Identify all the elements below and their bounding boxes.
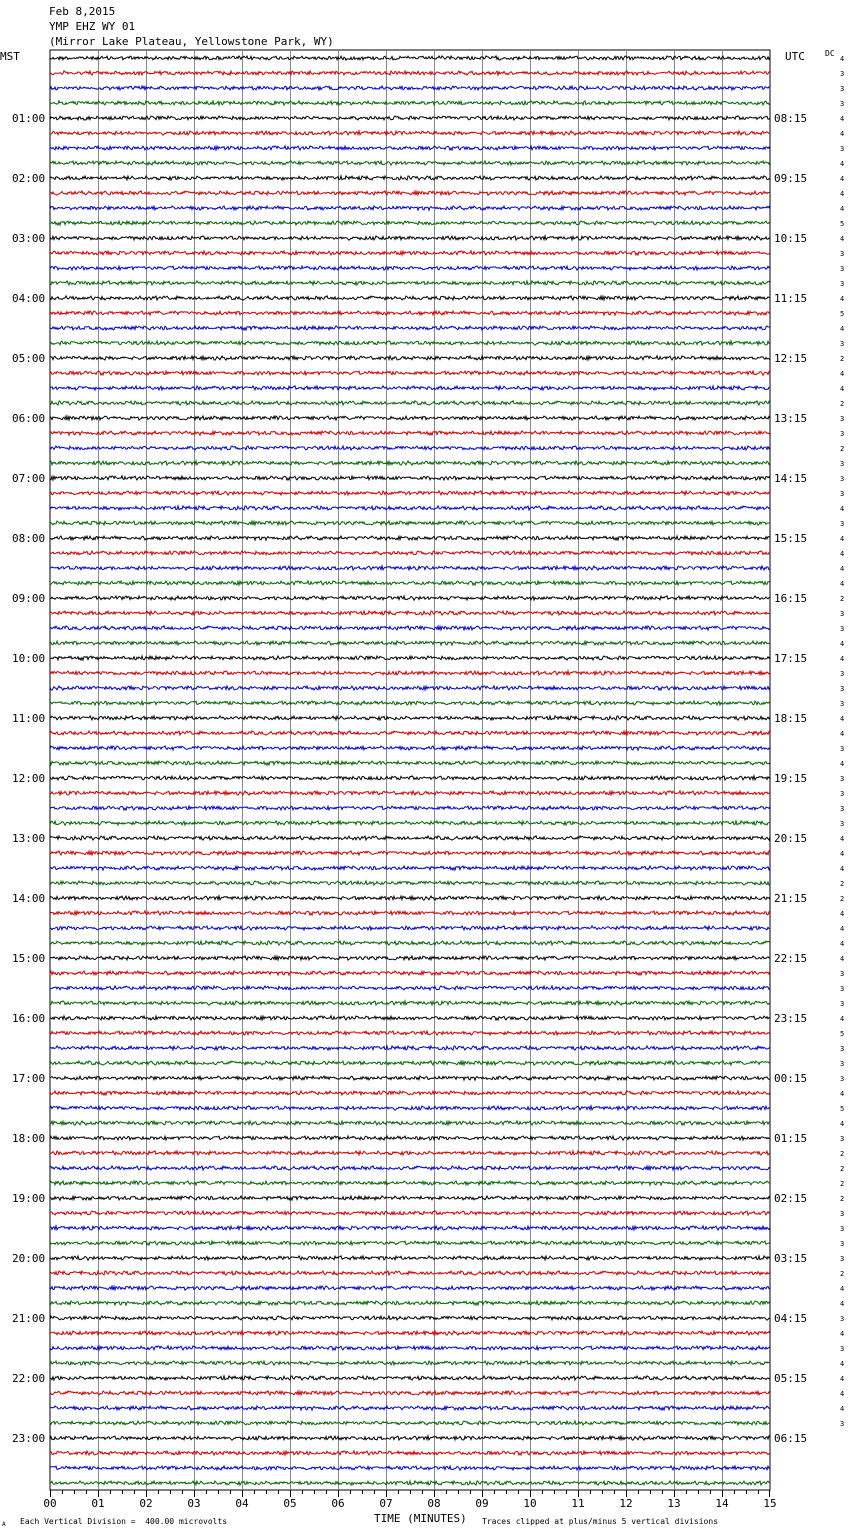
dc-offset-label: 3 — [840, 1240, 845, 1248]
dc-offset-label: 4 — [840, 580, 845, 588]
dc-offset-label: 4 — [840, 865, 845, 873]
utc-hour-label: 18:15 — [774, 712, 808, 725]
trace-row — [50, 296, 770, 300]
dc-offset-label: 2 — [840, 880, 845, 888]
mst-hour-label: 05:00 — [12, 352, 46, 365]
dc-offset-label: 4 — [840, 505, 845, 513]
utc-hour-label: 12:15 — [774, 352, 808, 365]
left-timezone-label: MST — [0, 50, 20, 63]
plot-frame — [50, 50, 770, 1490]
dc-offset-label: 3 — [840, 1255, 845, 1263]
trace-row — [50, 686, 770, 690]
dc-offset-label: 4 — [840, 850, 845, 858]
dc-offset-label: 2 — [840, 895, 845, 903]
trace-row — [50, 221, 770, 225]
trace-row — [50, 1091, 770, 1095]
trace-row — [50, 926, 770, 930]
x-tick-label: 00 — [43, 1497, 57, 1510]
dc-offset-label: 5 — [840, 1105, 845, 1113]
trace-row — [50, 971, 770, 975]
dc-offset-label: 3 — [840, 490, 845, 498]
mst-hour-label: 07:00 — [12, 472, 46, 485]
trace-row — [50, 866, 770, 870]
utc-hour-label: 21:15 — [774, 892, 808, 905]
trace-row — [50, 731, 770, 735]
trace-row — [50, 491, 770, 495]
dc-offset-label: 4 — [840, 715, 845, 723]
dc-offset-label: 3 — [840, 1225, 845, 1233]
dc-offset-label: 3 — [840, 805, 845, 813]
trace-row — [50, 341, 770, 345]
trace-row — [50, 1211, 770, 1215]
trace-row — [50, 836, 770, 840]
x-tick-label: 03 — [187, 1497, 201, 1510]
trace-row — [50, 1481, 770, 1485]
clip-note: Traces clipped at plus/minus 5 vertical divisions — [482, 1517, 719, 1526]
dc-offset-label: 4 — [840, 550, 845, 558]
dc-offset-label: 3 — [840, 250, 845, 258]
trace-row — [50, 1166, 770, 1170]
mst-hour-label: 21:00 — [12, 1312, 46, 1325]
utc-hour-label: 03:15 — [774, 1252, 808, 1265]
dc-offset-label: 2 — [840, 1165, 845, 1173]
utc-hour-label: 11:15 — [774, 292, 808, 305]
mst-hour-label: 20:00 — [12, 1252, 46, 1265]
dc-offset-label: 4 — [840, 1330, 845, 1338]
dc-offset-label: 3 — [840, 340, 845, 348]
trace-row — [50, 146, 770, 150]
utc-hour-label: 19:15 — [774, 772, 808, 785]
dc-offset-label: 3 — [840, 520, 845, 528]
mst-hour-label: 08:00 — [12, 532, 46, 545]
dc-offset-label: 3 — [840, 685, 845, 693]
trace-row — [50, 1406, 770, 1410]
trace-row — [50, 1436, 770, 1440]
utc-hour-label: 09:15 — [774, 172, 808, 185]
x-tick-label: 08 — [427, 1497, 441, 1510]
mst-hour-label: 12:00 — [12, 772, 46, 785]
trace-row — [50, 1106, 770, 1110]
dc-offset-label: 3 — [840, 1060, 845, 1068]
mst-hour-label: 10:00 — [12, 652, 46, 665]
trace-row — [50, 461, 770, 465]
mst-hour-label: 09:00 — [12, 592, 46, 605]
dc-offset-label: 3 — [840, 970, 845, 978]
dc-offset-label: 2 — [840, 400, 845, 408]
dc-offset-label: 5 — [840, 220, 845, 228]
trace-row — [50, 386, 770, 390]
dc-offset-label: 3 — [840, 670, 845, 678]
mst-hour-label: 23:00 — [12, 1432, 46, 1445]
trace-row — [50, 521, 770, 525]
trace-row — [50, 1046, 770, 1050]
trace-row — [50, 506, 770, 510]
x-tick-label: 02 — [139, 1497, 153, 1510]
trace-row — [50, 1226, 770, 1230]
utc-hour-label: 00:15 — [774, 1072, 808, 1085]
dc-offset-label: 4 — [840, 130, 845, 138]
utc-hour-label: 08:15 — [774, 112, 808, 125]
trace-row — [50, 761, 770, 765]
trace-row — [50, 1391, 770, 1395]
trace-row — [50, 611, 770, 615]
mst-hour-label: 19:00 — [12, 1192, 46, 1205]
trace-row — [50, 701, 770, 705]
x-tick-label: 01 — [91, 1497, 105, 1510]
trace-row — [50, 1466, 770, 1470]
trace-row — [50, 416, 770, 420]
mst-hour-label: 13:00 — [12, 832, 46, 845]
trace-row — [50, 1346, 770, 1350]
trace-row — [50, 1376, 770, 1380]
dc-offset-label: 4 — [840, 535, 845, 543]
dc-offset-label: 4 — [840, 115, 845, 123]
trace-row — [50, 821, 770, 825]
trace-row — [50, 281, 770, 285]
trace-row — [50, 326, 770, 330]
trace-row — [50, 206, 770, 210]
dc-offset-label: 3 — [840, 1420, 845, 1428]
dc-offset-label: 2 — [840, 1180, 845, 1188]
dc-offset-label: 4 — [840, 160, 845, 168]
dc-offset-label: 3 — [840, 1075, 845, 1083]
utc-hour-label: 05:15 — [774, 1372, 808, 1385]
utc-hour-label: 22:15 — [774, 952, 808, 965]
trace-row — [50, 536, 770, 540]
trace-row — [50, 656, 770, 660]
mst-hour-label: 14:00 — [12, 892, 46, 905]
x-tick-label: 14 — [715, 1497, 729, 1510]
trace-row — [50, 1331, 770, 1335]
dc-offset-label: 3 — [840, 790, 845, 798]
trace-row — [50, 236, 770, 240]
trace-row — [50, 251, 770, 255]
utc-hour-label: 14:15 — [774, 472, 808, 485]
dc-offset-label: 4 — [840, 1090, 845, 1098]
x-tick-label: 11 — [571, 1497, 585, 1510]
dc-offset-label: 4 — [840, 1405, 845, 1413]
utc-hour-label: 20:15 — [774, 832, 808, 845]
trace-row — [50, 1451, 770, 1455]
utc-hour-label: 17:15 — [774, 652, 808, 665]
trace-row — [50, 1001, 770, 1005]
dc-offset-label: 3 — [840, 745, 845, 753]
mst-hour-label: 16:00 — [12, 1012, 46, 1025]
mst-hour-label: 18:00 — [12, 1132, 46, 1145]
dc-offset-label: 5 — [840, 1030, 845, 1038]
trace-row — [50, 1181, 770, 1185]
trace-row — [50, 1301, 770, 1305]
trace-row — [50, 56, 770, 60]
dc-offset-label: 3 — [840, 280, 845, 288]
trace-row — [50, 266, 770, 270]
utc-hour-label: 13:15 — [774, 412, 808, 425]
utc-hour-label: 16:15 — [774, 592, 808, 605]
mst-hour-label: 11:00 — [12, 712, 46, 725]
dc-offset-label: 2 — [840, 1270, 845, 1278]
dc-offset-label: 4 — [840, 1360, 845, 1368]
dc-offset-label: 3 — [840, 820, 845, 828]
trace-row — [50, 1016, 770, 1020]
dc-offset-label: 3 — [840, 1045, 845, 1053]
x-tick-label: 13 — [667, 1497, 681, 1510]
dc-offset-label: 3 — [840, 1345, 845, 1353]
x-tick-label: 07 — [379, 1497, 393, 1510]
dc-offset-label: 2 — [840, 445, 845, 453]
dc-offset-label: 4 — [840, 1300, 845, 1308]
dc-offset-label: 4 — [840, 760, 845, 768]
dc-offset-label: 4 — [840, 325, 845, 333]
dc-offset-label: 2 — [840, 595, 845, 603]
trace-row — [50, 1271, 770, 1275]
dc-offset-label: 2 — [840, 1195, 845, 1203]
dc-offset-label: 3 — [840, 985, 845, 993]
dc-offset-label: 4 — [840, 55, 845, 63]
dc-offset-label: 4 — [840, 235, 845, 243]
dc-offset-label: 3 — [840, 265, 845, 273]
mst-hour-label: 04:00 — [12, 292, 46, 305]
trace-row — [50, 1136, 770, 1140]
trace-row — [50, 776, 770, 780]
trace-row — [50, 476, 770, 480]
trace-row — [50, 1316, 770, 1320]
trace-row — [50, 1196, 770, 1200]
dc-offset-label: 3 — [840, 700, 845, 708]
trace-row — [50, 896, 770, 900]
right-timezone-label: UTC — [785, 50, 805, 63]
dc-offset-label: 4 — [840, 1390, 845, 1398]
dc-offset-label: 3 — [840, 460, 845, 468]
dc-offset-label: 4 — [840, 1120, 845, 1128]
trace-row — [50, 551, 770, 555]
mst-hour-label: 22:00 — [12, 1372, 46, 1385]
trace-row — [50, 1421, 770, 1425]
utc-hour-label: 23:15 — [774, 1012, 808, 1025]
x-tick-label: 05 — [283, 1497, 297, 1510]
dc-offset-label: 2 — [840, 1150, 845, 1158]
dc-offset-label: 4 — [840, 205, 845, 213]
trace-row — [50, 1121, 770, 1125]
dc-offset-label: 3 — [840, 1000, 845, 1008]
trace-row — [50, 371, 770, 375]
mst-hour-label: 03:00 — [12, 232, 46, 245]
trace-row — [50, 1241, 770, 1245]
chart-location: (Mirror Lake Plateau, Yellowstone Park, WY) — [49, 35, 334, 48]
dc-offset-label: 4 — [840, 175, 845, 183]
utc-hour-label: 04:15 — [774, 1312, 808, 1325]
dc-offset-label: 3 — [840, 610, 845, 618]
dc-offset-label: 3 — [840, 625, 845, 633]
x-tick-label: 12 — [619, 1497, 633, 1510]
trace-row — [50, 431, 770, 435]
mst-hour-label: 01:00 — [12, 112, 46, 125]
trace-row — [50, 881, 770, 885]
dc-offset-label: 4 — [840, 1375, 845, 1383]
mst-hour-label: 17:00 — [12, 1072, 46, 1085]
trace-row — [50, 71, 770, 75]
trace-row — [50, 161, 770, 165]
trace-row — [50, 176, 770, 180]
dc-offset-label: 4 — [840, 940, 845, 948]
trace-row — [50, 1151, 770, 1155]
dc-offset-label: 4 — [840, 955, 845, 963]
dc-offset-label: 4 — [840, 565, 845, 573]
utc-hour-label: 02:15 — [774, 1192, 808, 1205]
trace-row — [50, 986, 770, 990]
utc-hour-label: 06:15 — [774, 1432, 808, 1445]
trace-row — [50, 101, 770, 105]
trace-row — [50, 746, 770, 750]
dc-offset-label: 3 — [840, 145, 845, 153]
trace-row — [50, 311, 770, 315]
dc-offset-label: 4 — [840, 1285, 845, 1293]
utc-hour-label: 15:15 — [774, 532, 808, 545]
trace-row — [50, 1361, 770, 1365]
trace-row — [50, 86, 770, 90]
dc-offset-label: 3 — [840, 85, 845, 93]
trace-row — [50, 1256, 770, 1260]
trace-row — [50, 446, 770, 450]
trace-row — [50, 626, 770, 630]
dc-offset-label: 4 — [840, 385, 845, 393]
trace-row — [50, 1076, 770, 1080]
trace-row — [50, 191, 770, 195]
trace-row — [50, 1286, 770, 1290]
dc-offset-label: 3 — [840, 775, 845, 783]
utc-hour-label: 10:15 — [774, 232, 808, 245]
dc-offset-label: 4 — [840, 655, 845, 663]
mst-hour-label: 06:00 — [12, 412, 46, 425]
dc-offset-label: 4 — [840, 640, 845, 648]
trace-row — [50, 806, 770, 810]
dc-offset-label: 4 — [840, 910, 845, 918]
trace-row — [50, 1061, 770, 1065]
chart-date: Feb 8,2015 — [49, 5, 116, 18]
dc-offset-label: 3 — [840, 70, 845, 78]
trace-row — [50, 131, 770, 135]
dc-offset-label: 3 — [840, 1315, 845, 1323]
trace-row — [50, 851, 770, 855]
dc-label: DC — [825, 49, 835, 58]
dc-offset-label: 4 — [840, 835, 845, 843]
dc-offset-label: 4 — [840, 730, 845, 738]
trace-row — [50, 116, 770, 120]
trace-row — [50, 1031, 770, 1035]
trace-row — [50, 401, 770, 405]
dc-offset-label: 2 — [840, 355, 845, 363]
chart-station: YMP EHZ WY 01 — [49, 20, 136, 33]
trace-row — [50, 596, 770, 600]
dc-offset-label: 4 — [840, 370, 845, 378]
trace-row — [50, 911, 770, 915]
mst-hour-label: 02:00 — [12, 172, 46, 185]
dc-offset-label: 4 — [840, 1015, 845, 1023]
x-axis-title: TIME (MINUTES) — [374, 1512, 467, 1525]
dc-offset-label: 4 — [840, 295, 845, 303]
x-tick-label: 10 — [523, 1497, 537, 1510]
trace-row — [50, 956, 770, 960]
dc-offset-label: 3 — [840, 100, 845, 108]
dc-offset-label: 5 — [840, 310, 845, 318]
dc-offset-label: 3 — [840, 475, 845, 483]
trace-row — [50, 941, 770, 945]
utc-hour-label: 01:15 — [774, 1132, 808, 1145]
trace-row — [50, 356, 770, 360]
x-tick-label: 04 — [235, 1497, 249, 1510]
trace-row — [50, 791, 770, 795]
mst-hour-label: 15:00 — [12, 952, 46, 965]
dc-offset-label: 4 — [840, 190, 845, 198]
trace-row — [50, 671, 770, 675]
trace-row — [50, 716, 770, 720]
dc-offset-label: 4 — [840, 925, 845, 933]
x-tick-label: 15 — [763, 1497, 777, 1510]
corner-mark: A — [2, 1521, 6, 1528]
x-tick-label: 06 — [331, 1497, 345, 1510]
dc-offset-label: 3 — [840, 1210, 845, 1218]
dc-offset-label: 3 — [840, 1135, 845, 1143]
dc-offset-label: 3 — [840, 415, 845, 423]
dc-offset-label: 3 — [840, 430, 845, 438]
x-tick-label: 09 — [475, 1497, 489, 1510]
trace-row — [50, 641, 770, 645]
scale-note: Each Vertical Division = 400.00 microvolts — [20, 1517, 228, 1526]
trace-row — [50, 581, 770, 585]
trace-row — [50, 566, 770, 570]
